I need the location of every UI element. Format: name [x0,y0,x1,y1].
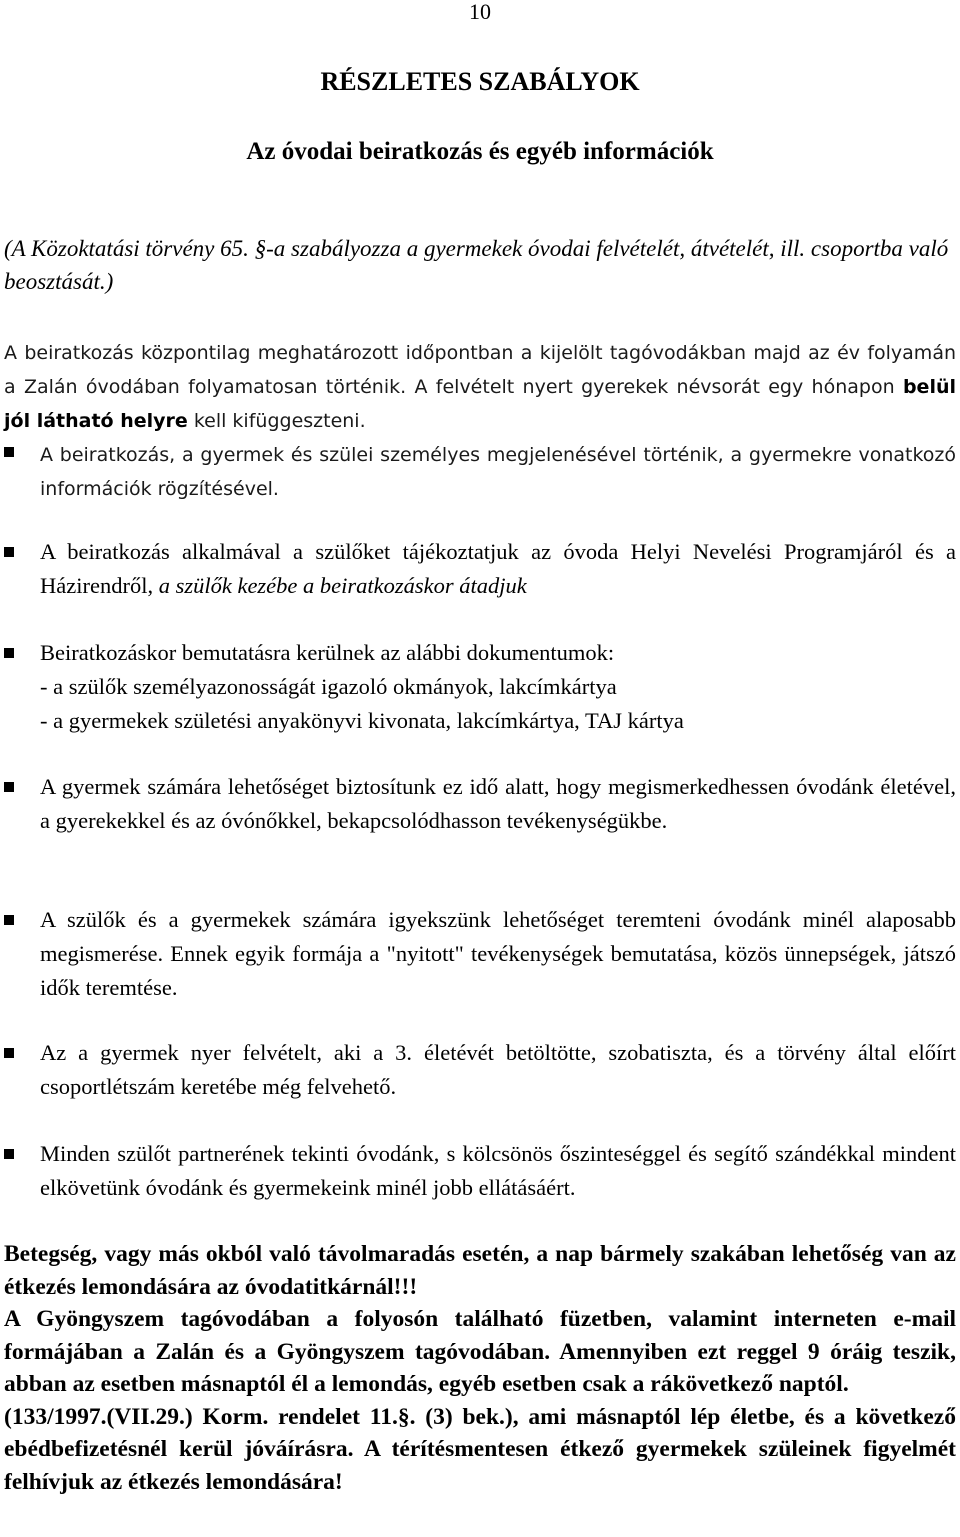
square-bullet-icon [4,1048,14,1058]
bullet-text-italic: a szülők kezébe a beiratkozáskor átadjuk [158,573,527,598]
bullet-text: A gyermek számára lehetőséget biztosítunk ez idő alatt, hogy megismerkedhessen óvodánk életével, a gyerekekkel és az óvónőkkel, bekapcsolódhasson tevékenységükbe. [40,774,956,833]
bullet-text: Az a gyermek nyer felvételt, aki a 3. életévét betöltötte, szobatiszta, és a törvény által előírt csoportlétszám keretébe még felvehető. [40,1040,956,1099]
page-title: RÉSZLETES SZABÁLYOK [320,67,640,96]
bullet-item-partnership [4,1137,956,1205]
bullet-item-admission [4,1036,956,1104]
intro-bold-text: belül jól látható helyre [4,376,956,432]
intro-text-end: kell kifüggeszteni. [187,410,366,432]
documents-item-parents: - a szülők személyazonosságát igazoló okmányok, lakcímkártya [40,674,617,699]
bullet-text-plain: A beiratkozás alkalmával a szülőket tájékoztatjuk az óvoda Helyi Nevelési Programjáról és a Házirendről, [40,539,956,598]
bullet-item-open-activities [4,903,956,1005]
notice-paragraph-procedure: A Gyöngyszem tagóvodában a folyosón található füzetben, valamint interneten e-mail formájában a Zalán és a Gyöngyszem tagóvodában. Amennyiben ezt reggel 9 óráig teszik, abban az esetben másnaptól él a lemondás, egyéb esetben csak a rákövetkező naptól. [4,1306,956,1397]
square-bullet-icon [4,547,14,557]
meal-cancellation-notice [4,1238,956,1498]
bullet-item-enrollment [4,438,956,506]
notice-paragraph-regulation: (133/1997.(VII.29.) Korm. rendelet 11.§. (3) bek.), ami másnaptól lép életbe, és a következő ebédbefizetésnél kerül jóváírásra. A térítésmentesen étkező gyermekek szüleinek figyelmét felhívjuk az étkezés lemondására! [4,1403,956,1495]
square-bullet-icon [4,915,14,925]
intro-paragraph [4,336,956,438]
bullet-text: Minden szülőt partnerének tekinti óvodánk, s kölcsönös őszinteséggel és segítő szándékkal mindent elkövetünk óvodánk és gyermekeink minél jobb ellátásáért. [40,1141,956,1200]
bullet-text: A szülők és a gyermekek számára igyekszünk lehetőséget teremteni óvodánk minél alaposabb megismerése. Ennek egyik formája a "nyitott" tevékenységek bemutatása, közös ünnepségek, játszó idők teremtése. [40,907,956,1000]
notice-paragraph-absence: Betegség, vagy más okból való távolmaradás esetén, a nap bármely szakában lehetőség van az étkezés lemondására az óvodatitkárnál!!! [4,1241,956,1300]
square-bullet-icon [4,782,14,792]
documents-item-children: - a gyermekek születési anyakönyvi kivonata, lakcímkártya, TAJ kártya [40,708,684,733]
square-bullet-icon [4,648,14,658]
documents-heading: Beiratkozáskor bemutatásra kerülnek az alábbi dokumentumok: [40,640,615,665]
legal-note: (A Közoktatási törvény 65. §-a szabályozza a gyermekek óvodai felvételét, átvételét, ill. csoportba való beosztását.) [4,236,949,294]
square-bullet-icon [4,447,14,457]
bullet-item-information [4,535,956,603]
intro-text-start: A beiratkozás központilag meghatározott időpontban a kijelölt tagóvodákban majd az év folyamán a Zalán óvodában folyamatosan történik. A felvételt nyert gyerekek névsorát egy hónapon [4,342,956,398]
bullet-text [40,535,956,603]
bullet-item-familiarization [4,770,956,838]
page-number: 10 [469,0,491,24]
bullet-item-documents [4,636,956,738]
bullet-text: A beiratkozás, a gyermek és szülei személyes megjelenésével történik, a gyermekre vonatkozó információk rögzítésével. [40,444,956,500]
page-subtitle: Az óvodai beiratkozás és egyéb információk [246,138,714,165]
square-bullet-icon [4,1149,14,1159]
